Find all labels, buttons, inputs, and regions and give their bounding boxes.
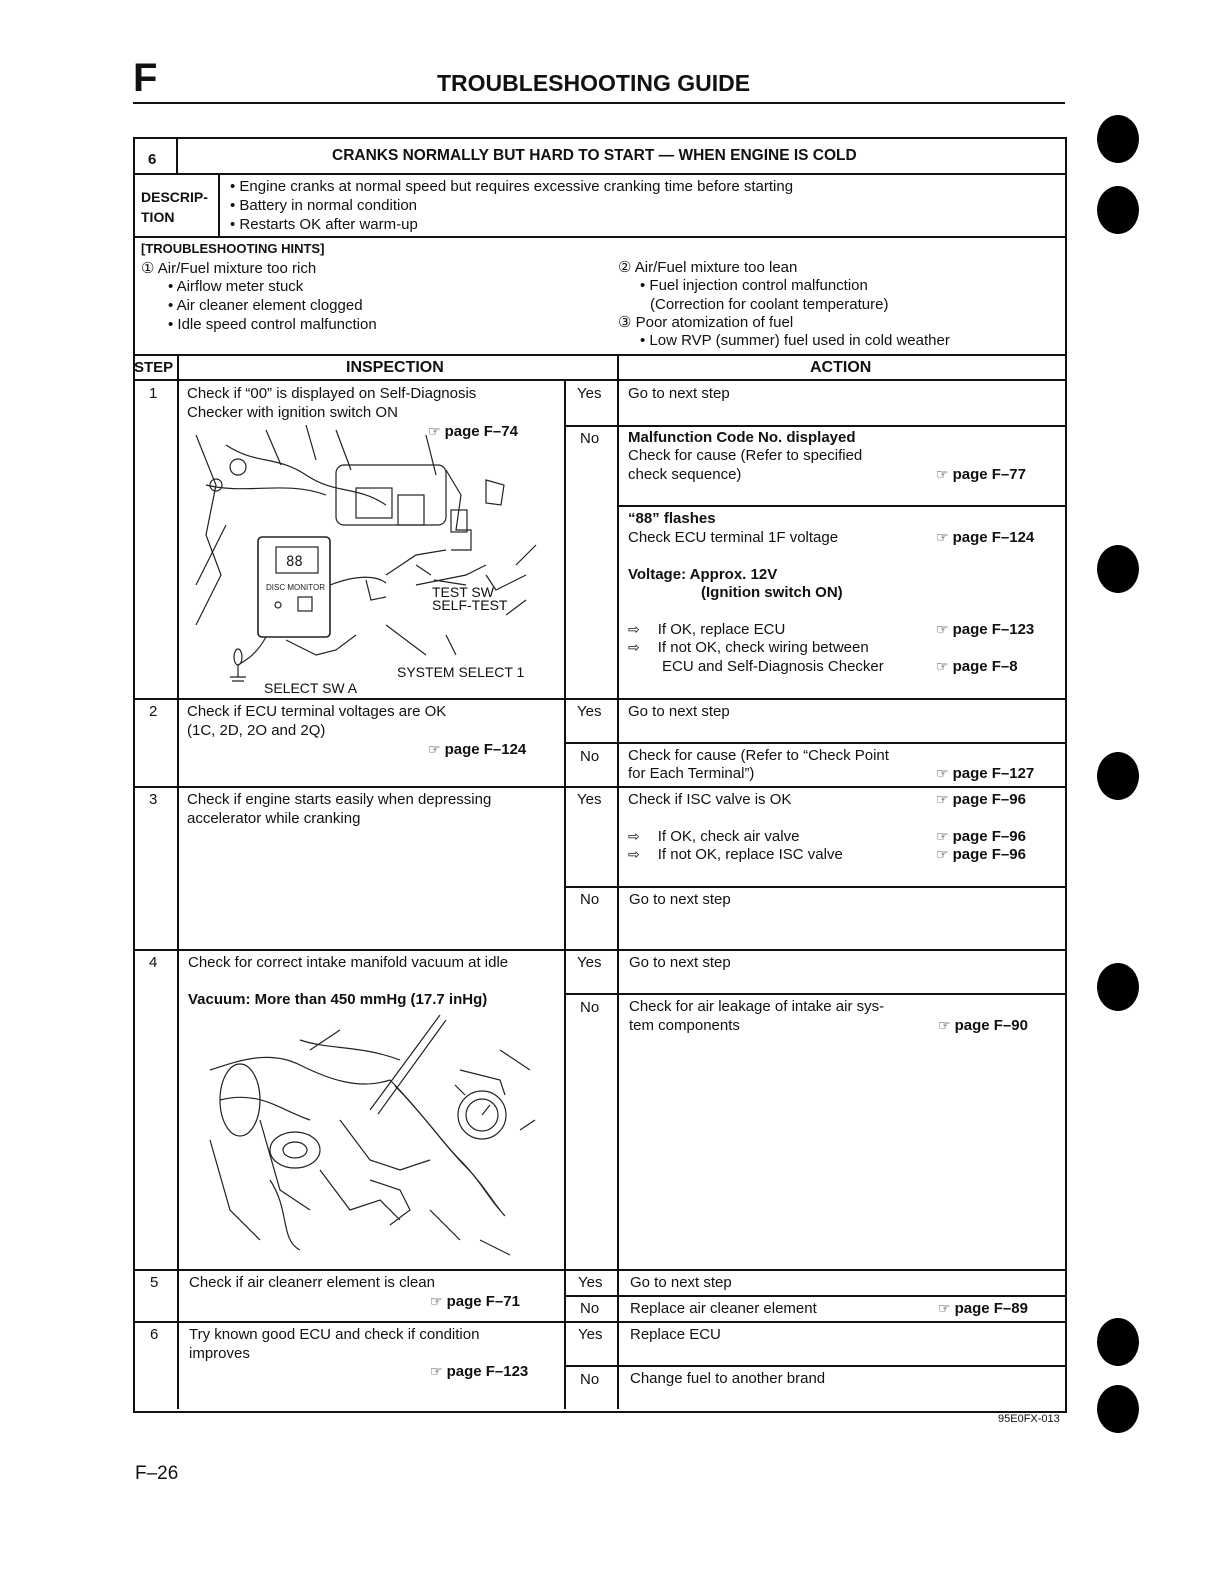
binder-hole bbox=[1097, 752, 1139, 800]
hand-pointer-icon: ☞ bbox=[936, 766, 949, 782]
step-1-yes-action: Go to next step bbox=[628, 385, 730, 402]
step-3-ok-action: ⇨ If OK, check air valve bbox=[628, 828, 800, 845]
page-reference: ☞ page F–123 bbox=[430, 1363, 529, 1380]
voltage-condition: (Ignition switch ON) bbox=[701, 584, 843, 601]
column-header-step: STEP bbox=[134, 359, 174, 376]
hand-pointer-icon: ☞ bbox=[430, 1364, 443, 1380]
step-number: 2 bbox=[149, 703, 158, 720]
step-number: 1 bbox=[149, 385, 158, 402]
hint-1: ① Air/Fuel mixture too rich bbox=[141, 260, 317, 277]
page-reference: ☞ page F–96 bbox=[936, 828, 1026, 845]
select-sw-label: SELECT SW A bbox=[264, 680, 358, 695]
step-6-yes-action: Replace ECU bbox=[630, 1326, 721, 1343]
hand-pointer-icon: ☞ bbox=[936, 847, 949, 863]
step-number: 5 bbox=[150, 1274, 159, 1291]
page-reference: ☞ page F–96 bbox=[936, 791, 1026, 808]
page-title: TROUBLESHOOTING GUIDE bbox=[437, 70, 751, 96]
step-5-no-action: Replace air cleaner element bbox=[630, 1300, 817, 1317]
arrow-right-icon: ⇨ bbox=[628, 847, 640, 863]
figure-code: 95E0FX-013 bbox=[998, 1413, 1060, 1425]
binder-hole bbox=[1097, 545, 1139, 593]
step-2-inspection: Check if ECU terminal voltages are OK bbox=[187, 703, 447, 720]
description-item: • Battery in normal condition bbox=[230, 197, 418, 214]
section-letter: F bbox=[133, 56, 158, 100]
self-diagnosis-checker-illustration bbox=[186, 425, 546, 695]
no-label: No bbox=[580, 999, 600, 1016]
binder-hole bbox=[1097, 963, 1139, 1011]
page-reference: ☞ page F–74 bbox=[428, 423, 518, 440]
hand-pointer-icon: ☞ bbox=[430, 1294, 443, 1310]
description-label: DESCRIP- bbox=[141, 189, 208, 205]
step-1-no-title: Malfunction Code No. displayed bbox=[628, 429, 856, 446]
page-reference: ☞ page F–77 bbox=[936, 466, 1026, 483]
step-4-yes-action: Go to next step bbox=[629, 954, 731, 971]
no-label: No bbox=[580, 891, 600, 908]
hint-3: ③ Poor atomization of fuel bbox=[618, 314, 794, 331]
no-label: No bbox=[580, 1371, 600, 1388]
hand-pointer-icon: ☞ bbox=[936, 467, 949, 483]
binder-hole bbox=[1097, 1318, 1139, 1366]
hand-pointer-icon: ☞ bbox=[936, 829, 949, 845]
hint-1-item: • Air cleaner element clogged bbox=[168, 297, 363, 314]
hint-2-item: (Correction for coolant temperature) bbox=[650, 296, 889, 313]
hint-1-item: • Airflow meter stuck bbox=[168, 278, 304, 295]
hint-1-item: • Idle speed control malfunction bbox=[168, 316, 377, 333]
vacuum-gauge-illustration bbox=[200, 1010, 540, 1260]
arrow-right-icon: ⇨ bbox=[628, 640, 640, 656]
description-label: TION bbox=[141, 209, 175, 225]
test-sw-label: TEST SW bbox=[432, 584, 494, 600]
symptom-number: 6 bbox=[148, 151, 157, 168]
step-number: 6 bbox=[150, 1326, 159, 1343]
step-5-yes-action: Go to next step bbox=[630, 1274, 732, 1291]
step-6-inspection: improves bbox=[189, 1345, 250, 1362]
step-4-no-action: tem components bbox=[629, 1017, 740, 1034]
step-number: 3 bbox=[149, 791, 158, 808]
column-header-action: ACTION bbox=[810, 359, 872, 376]
step-1-no-action: check sequence) bbox=[628, 466, 742, 483]
system-select-label: SYSTEM SELECT 1 bbox=[397, 664, 525, 680]
page-reference: ☞ page F–124 bbox=[936, 529, 1035, 546]
voltage-spec: Voltage: Approx. 12V bbox=[628, 566, 778, 583]
hand-pointer-icon: ☞ bbox=[936, 792, 949, 808]
arrow-right-icon: ⇨ bbox=[628, 829, 640, 845]
step-1-88-title: “88” flashes bbox=[628, 510, 716, 527]
page-reference: ☞ page F–90 bbox=[938, 1017, 1028, 1034]
hand-pointer-icon: ☞ bbox=[936, 530, 949, 546]
checker-display-digits: 88 bbox=[286, 554, 303, 570]
step-2-no-action: for Each Terminal”) bbox=[628, 765, 755, 782]
hint-3-item: • Low RVP (summer) fuel used in cold weather bbox=[640, 332, 950, 349]
step-6-inspection: Try known good ECU and check if condition bbox=[189, 1326, 480, 1343]
binder-hole bbox=[1097, 115, 1139, 163]
checker-model-label: DISC MONITOR bbox=[266, 583, 325, 592]
hint-2-item: • Fuel injection control malfunction bbox=[640, 277, 868, 294]
step-2-no-action: Check for cause (Refer to “Check Point bbox=[628, 747, 889, 764]
no-label: No bbox=[580, 748, 600, 765]
step-1-notok-action: ECU and Self-Diagnosis Checker bbox=[662, 658, 884, 675]
binder-hole bbox=[1097, 186, 1139, 234]
hand-pointer-icon: ☞ bbox=[428, 742, 441, 758]
yes-label: Yes bbox=[577, 703, 602, 720]
hand-pointer-icon: ☞ bbox=[938, 1018, 951, 1034]
arrow-right-icon: ⇨ bbox=[628, 622, 640, 638]
header-rule bbox=[133, 102, 1065, 104]
description-item: • Restarts OK after warm-up bbox=[230, 216, 418, 233]
symptom-title: CRANKS NORMALLY BUT HARD TO START — WHEN ENGINE IS COLD bbox=[332, 147, 857, 164]
page-number: F–26 bbox=[135, 1463, 179, 1484]
self-test-label: SELF-TEST bbox=[432, 597, 508, 613]
page-reference: ☞ page F–89 bbox=[938, 1300, 1028, 1317]
hints-title: [TROUBLESHOOTING HINTS] bbox=[141, 241, 325, 256]
no-label: No bbox=[580, 1300, 600, 1317]
yes-label: Yes bbox=[578, 1326, 603, 1343]
page-reference: ☞ page F–96 bbox=[936, 846, 1026, 863]
step-4-inspection: Check for correct intake manifold vacuum at idle bbox=[188, 954, 509, 971]
step-5-inspection: Check if air cleanerr element is clean bbox=[189, 1274, 435, 1291]
step-6-no-action: Change fuel to another brand bbox=[630, 1370, 826, 1387]
hand-pointer-icon: ☞ bbox=[936, 622, 949, 638]
step-1-inspection: Check if “00” is displayed on Self-Diagnosis bbox=[187, 385, 477, 402]
step-1-88-action: Check ECU terminal 1F voltage bbox=[628, 529, 839, 546]
binder-hole bbox=[1097, 1385, 1139, 1433]
hint-2: ② Air/Fuel mixture too lean bbox=[618, 259, 798, 276]
yes-label: Yes bbox=[577, 791, 602, 808]
yes-label: Yes bbox=[578, 1274, 603, 1291]
page-reference: ☞ page F–127 bbox=[936, 765, 1035, 782]
page-reference: ☞ page F–124 bbox=[428, 741, 527, 758]
step-3-inspection: Check if engine starts easily when depressing bbox=[187, 791, 492, 808]
page-reference: ☞ page F–71 bbox=[430, 1293, 520, 1310]
step-3-yes-action: Check if ISC valve is OK bbox=[628, 791, 792, 808]
no-label: No bbox=[580, 430, 600, 447]
step-1-inspection: Checker with ignition switch ON bbox=[187, 404, 398, 421]
hand-pointer-icon: ☞ bbox=[428, 424, 441, 440]
step-4-no-action: Check for air leakage of intake air sys- bbox=[629, 998, 885, 1015]
step-2-yes-action: Go to next step bbox=[628, 703, 730, 720]
yes-label: Yes bbox=[577, 954, 602, 971]
page-reference: ☞ page F–8 bbox=[936, 658, 1018, 675]
step-1-ok-action: ⇨ If OK, replace ECU bbox=[628, 621, 786, 638]
column-header-inspection: INSPECTION bbox=[346, 359, 444, 376]
description-item: • Engine cranks at normal speed but requires excessive cranking time before starting bbox=[230, 178, 794, 195]
vacuum-spec: Vacuum: More than 450 mmHg (17.7 inHg) bbox=[188, 991, 488, 1008]
hand-pointer-icon: ☞ bbox=[938, 1301, 951, 1317]
step-1-no-action: Check for cause (Refer to specified bbox=[628, 447, 863, 464]
step-3-no-action: Go to next step bbox=[629, 891, 731, 908]
step-2-inspection: (1C, 2D, 2O and 2Q) bbox=[187, 722, 326, 739]
step-1-notok-action: ⇨ If not OK, check wiring between bbox=[628, 639, 869, 656]
yes-label: Yes bbox=[577, 385, 602, 402]
step-number: 4 bbox=[149, 954, 158, 971]
page-reference: ☞ page F–123 bbox=[936, 621, 1035, 638]
step-3-inspection: accelerator while cranking bbox=[187, 810, 361, 827]
hand-pointer-icon: ☞ bbox=[936, 659, 949, 675]
step-3-notok-action: ⇨ If not OK, replace ISC valve bbox=[628, 846, 843, 863]
